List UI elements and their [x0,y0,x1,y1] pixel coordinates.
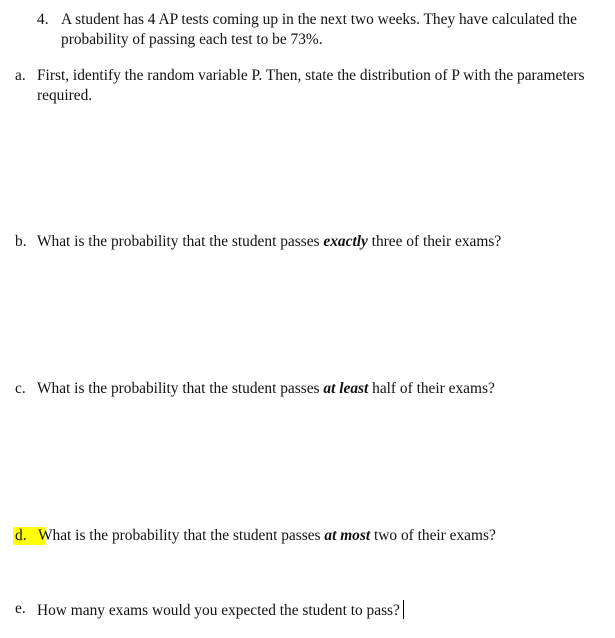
part-b-label: b. [15,233,27,250]
part-d-text-post: two of their exams? [370,527,496,544]
part-b-text-pre: What is the probability that the student passes [37,233,324,250]
question-text-line-1: A student has 4 AP tests coming up in the next two weeks. They have calculated the [61,11,577,28]
part-b-text-post: three of their exams? [367,233,502,250]
question-text-line-2: probability of passing each test to be 73%. [61,31,323,48]
part-c-text [37,380,495,398]
part-c-emphasis: at least [323,380,369,397]
part-b-text [37,233,501,251]
part-c-text-post: half of their exams? [368,380,495,397]
part-c-text-pre: What is the probability that the student passes [37,380,324,397]
part-d-label-highlighted: d. [13,527,45,545]
part-e-text [37,600,404,620]
part-d-text-pre: What is the probability that the student passes [38,527,325,544]
part-d-emphasis: at most [324,527,371,544]
question-number: 4. [37,11,49,28]
part-c-label: c. [15,380,26,397]
part-e-text-content: How many exams would you expected the student to pass? [37,602,400,619]
part-d-text [38,527,496,545]
part-e-label: e. [15,600,26,617]
part-b-emphasis: exactly [323,233,368,250]
part-a-text-line-2: required. [37,87,93,104]
text-cursor [403,600,404,619]
part-a-text-line-1: First, identify the random variable P. Then, state the distribution of P with the parameters [37,67,585,84]
part-a-label: a. [15,67,26,84]
